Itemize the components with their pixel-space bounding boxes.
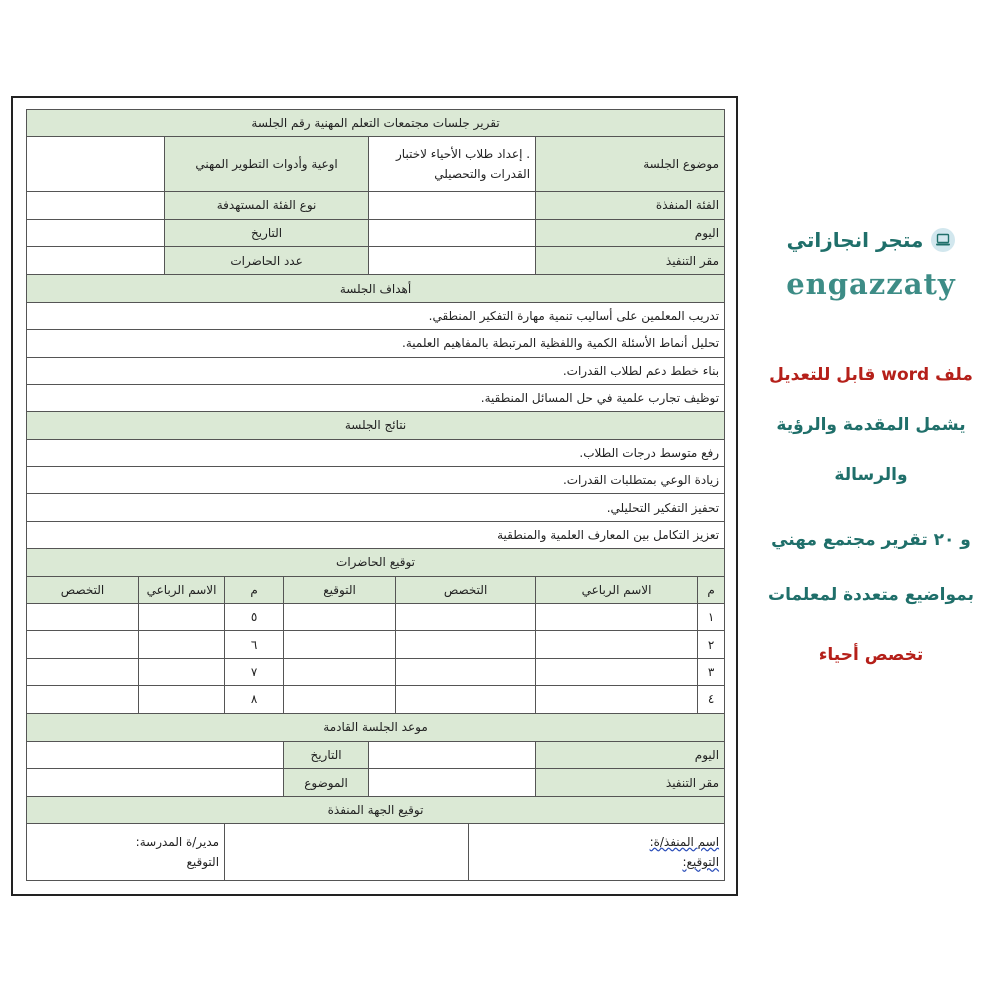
next-topic-value[interactable] [27, 769, 284, 796]
date-value[interactable] [27, 219, 165, 246]
name-cell[interactable] [139, 631, 225, 658]
store-latin-name: engazzaty [786, 267, 956, 301]
specialty-cell[interactable] [27, 686, 139, 713]
venue-value[interactable] [369, 246, 536, 274]
implementer-signature-label: التوقيع: [682, 855, 720, 870]
attendees-count-value[interactable] [27, 246, 165, 274]
signature-cell[interactable] [284, 686, 396, 713]
specialty-cell[interactable] [27, 658, 139, 685]
target-label: نوع الفئة المستهدفة [165, 192, 369, 219]
principal-sign-box[interactable] [27, 824, 225, 881]
result-item: زيادة الوعي بمتطلبات القدرات. [27, 467, 725, 494]
topic-value[interactable] [369, 137, 536, 192]
venue-label: مقر التنفيذ [536, 246, 725, 274]
goal-item: تحليل أنماط الأسئلة الكمية واللفظية المرتبطة بالمفاهيم العلمية. [27, 330, 725, 357]
report-title: تقرير جلسات مجتمعات التعلم المهنية رقم الجلسة [27, 110, 725, 137]
goal-item: بناء خطط دعم لطلاب القدرات. [27, 357, 725, 384]
date-label: التاريخ [165, 219, 369, 246]
implementer-name-label: اسم المنفذ/ة: [649, 834, 720, 849]
results-header: نتائج الجلسة [27, 412, 725, 439]
row-number: ٤ [698, 686, 725, 713]
next-date-label: التاريخ [284, 741, 369, 768]
promo-panel [742, 215, 1000, 675]
next-day-value[interactable] [369, 741, 536, 768]
topic-text: . إعداد طلاب الأحياء لاختبار القدرات والتحصيلي [396, 146, 531, 182]
next-day-label: اليوم [536, 741, 725, 768]
result-item: رفع متوسط درجات الطلاب. [27, 439, 725, 466]
next-date-value[interactable] [27, 741, 284, 768]
next-topic-label: الموضوع [284, 769, 369, 796]
col-name-right: الاسم الرباعي [536, 576, 698, 603]
next-venue-value[interactable] [369, 769, 536, 796]
principal-label: مدير/ة المدرسة: [135, 834, 220, 849]
name-cell[interactable] [139, 604, 225, 631]
center-sign-box[interactable] [225, 824, 469, 881]
target-value[interactable] [27, 192, 165, 219]
name-cell[interactable] [536, 686, 698, 713]
tools-value[interactable] [27, 137, 165, 192]
implementer-label: الفئة المنفذة [536, 192, 725, 219]
result-item: تعزيز التكامل بين المعارف العلمية والمنطقية [27, 521, 725, 548]
topic-label: موضوع الجلسة [536, 137, 725, 192]
specialty-cell[interactable] [27, 631, 139, 658]
attendees-count-label: عدد الحاضرات [165, 246, 369, 274]
row-number: ٣ [698, 658, 725, 685]
session-report-form [26, 109, 725, 881]
name-cell[interactable] [139, 658, 225, 685]
specialty-cell[interactable] [27, 604, 139, 631]
promo-line-biology: تخصص أحياء [818, 645, 924, 665]
name-cell[interactable] [139, 686, 225, 713]
name-cell[interactable] [536, 658, 698, 685]
result-item: تحفيز التفكير التحليلي. [27, 494, 725, 521]
row-number: ٦ [225, 631, 284, 658]
signature-cell[interactable] [284, 658, 396, 685]
laptop-icon [931, 228, 955, 252]
implementer-sign-box[interactable] [469, 824, 725, 881]
next-session-header: موعد الجلسة القادمة [27, 713, 725, 741]
day-value[interactable] [369, 219, 536, 246]
col-num-left: م [225, 576, 284, 603]
goals-header: أهداف الجلسة [27, 275, 725, 302]
row-number: ٢ [698, 631, 725, 658]
store-brand [742, 228, 1000, 252]
promo-line-word: ملف word قابل للتعديل [769, 365, 973, 385]
promo-line-reports: و ٢٠ تقرير مجتمع مهني [771, 530, 971, 550]
specialty-cell[interactable] [396, 631, 536, 658]
specialty-cell[interactable] [396, 658, 536, 685]
goal-item: توظيف تجارب علمية في حل المسائل المنطقية. [27, 384, 725, 411]
col-specialty-right: التخصص [396, 576, 536, 603]
col-num-right: م [698, 576, 725, 603]
promo-line-mission: والرسالة [834, 465, 908, 485]
goal-item: تدريب المعلمين على أساليب تنمية مهارة التفكير المنطقي. [27, 302, 725, 329]
implementer-value[interactable] [369, 192, 536, 219]
col-specialty-left: التخصص [27, 576, 139, 603]
col-name-left: الاسم الرباعي [139, 576, 225, 603]
report-document [11, 96, 738, 896]
col-signature-right: التوقيع [284, 576, 396, 603]
name-cell[interactable] [536, 631, 698, 658]
day-label: اليوم [536, 219, 725, 246]
name-cell[interactable] [536, 604, 698, 631]
specialty-cell[interactable] [396, 604, 536, 631]
next-venue-label: مقر التنفيذ [536, 769, 725, 796]
row-number: ٧ [225, 658, 284, 685]
tools-label: اوعية وأدوات التطوير المهني [165, 137, 369, 192]
row-number: ١ [698, 604, 725, 631]
signature-cell[interactable] [284, 604, 396, 631]
principal-signature-label: التوقيع [186, 855, 220, 870]
promo-line-intro: يشمل المقدمة والرؤية [776, 415, 966, 435]
specialty-cell[interactable] [396, 686, 536, 713]
promo-line-topics: بمواضيع متعددة لمعلمات [768, 585, 974, 605]
signature-cell[interactable] [284, 631, 396, 658]
attendance-header: توقيع الحاضرات [27, 549, 725, 576]
store-name: متجر انجازاتي [786, 228, 924, 252]
sign-header: توقيع الجهة المنفذة [27, 796, 725, 823]
row-number: ٨ [225, 686, 284, 713]
row-number: ٥ [225, 604, 284, 631]
